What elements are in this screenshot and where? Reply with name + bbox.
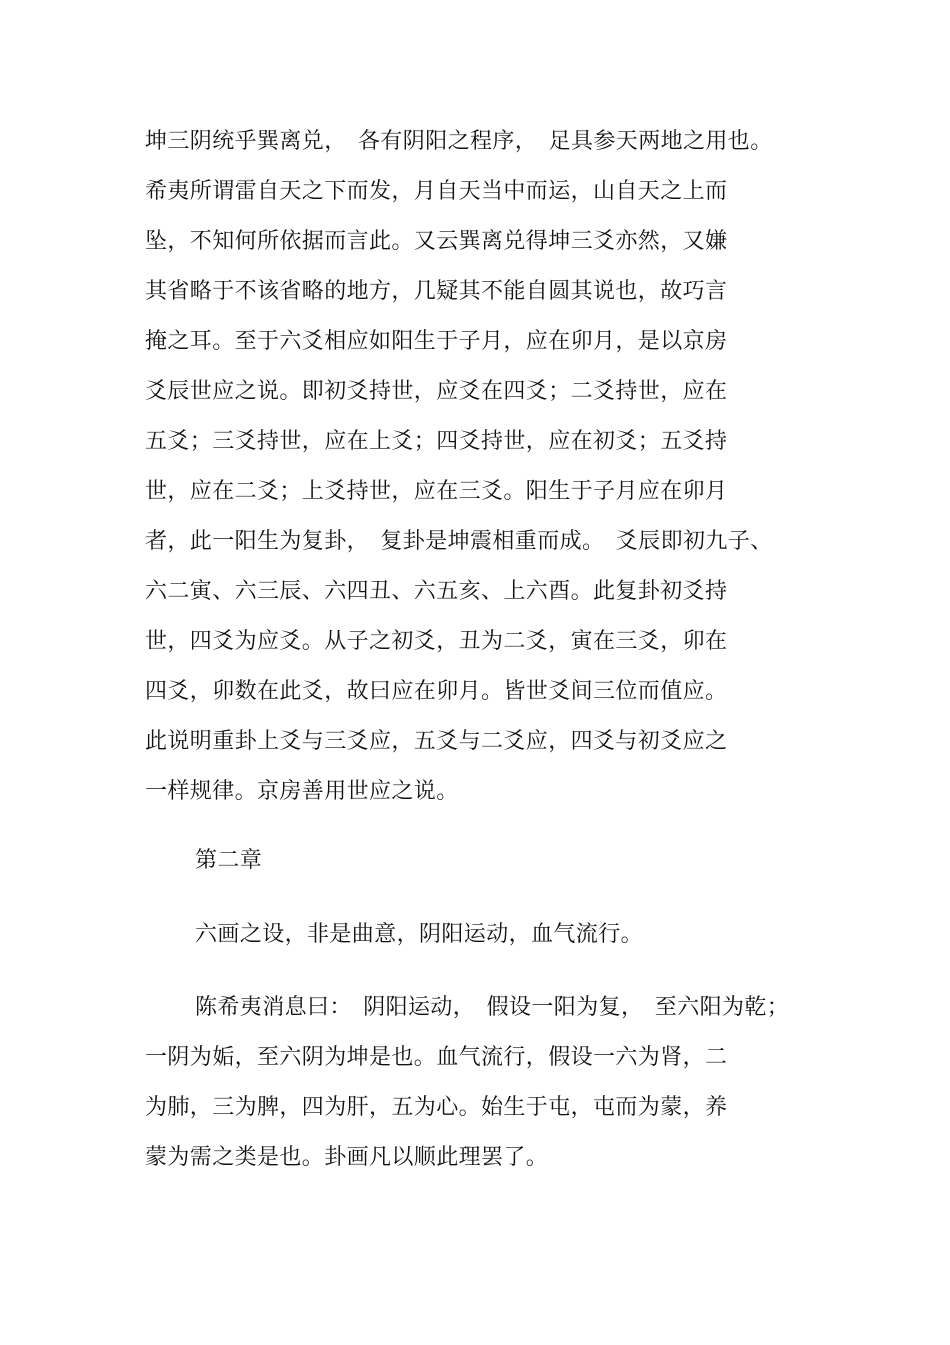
body-text-line: 为肺，三为脾，四为肝，五为心。始生于屯，屯而为蒙，养 — [145, 1095, 728, 1120]
body-text-line: 掩之耳。至于六爻相应如阳生于子月，应在卯月，是以京房 — [145, 329, 728, 354]
chapter-heading: 第二章 — [195, 848, 263, 873]
body-text-line: 一样规律。京房善用世应之说。 — [145, 779, 459, 804]
body-text-line: 四爻，卯数在此爻，故曰应在卯月。皆世爻间三位而值应。 — [145, 679, 728, 704]
body-text-line: 爻辰世应之说。即初爻持世，应爻在四爻；二爻持世，应在 — [145, 379, 728, 404]
body-text-line: 五爻；三爻持世，应在上爻；四爻持世，应在初爻；五爻持 — [145, 429, 728, 454]
body-text-line: 六二寅、六三辰、六四丑、六五亥、上六酉。此复卦初爻持 — [145, 579, 728, 604]
body-text-line: 坠，不知何所依据而言此。又云巽离兑得坤三爻亦然，又嫌 — [145, 229, 728, 254]
body-text-line: 一阴为姤，至六阴为坤是也。血气流行，假设一六为肾，二 — [145, 1045, 728, 1070]
body-text-line: 坤三阴统乎巽离兑， 各有阴阳之程序， 足具参天两地之用也。 — [145, 129, 773, 154]
body-text-line: 世，应在二爻；上爻持世，应在三爻。阳生于子月应在卯月 — [145, 479, 728, 504]
body-text-line: 此说明重卦上爻与三爻应，五爻与二爻应，四爻与初爻应之 — [145, 729, 728, 754]
body-text-line: 六画之设，非是曲意，阴阳运动，血气流行。 — [195, 922, 644, 947]
body-text-line: 其省略于不该省略的地方，几疑其不能自圆其说也，故巧言 — [145, 279, 728, 304]
body-text-line: 希夷所谓雷自天之下而发，月自天当中而运，山自天之上而 — [145, 179, 728, 204]
body-text-line: 蒙为需之类是也。卦画凡以顺此理罢了。 — [145, 1145, 549, 1170]
body-text-line: 陈希夷消息曰： 阴阳运动， 假设一阳为复， 至六阳为乾； — [195, 995, 790, 1020]
body-text-line: 者，此一阳生为复卦， 复卦是坤震相重而成。 爻辰即初九子、 — [145, 529, 773, 554]
body-text-line: 世，四爻为应爻。从子之初爻，丑为二爻，寅在三爻，卯在 — [145, 629, 728, 654]
